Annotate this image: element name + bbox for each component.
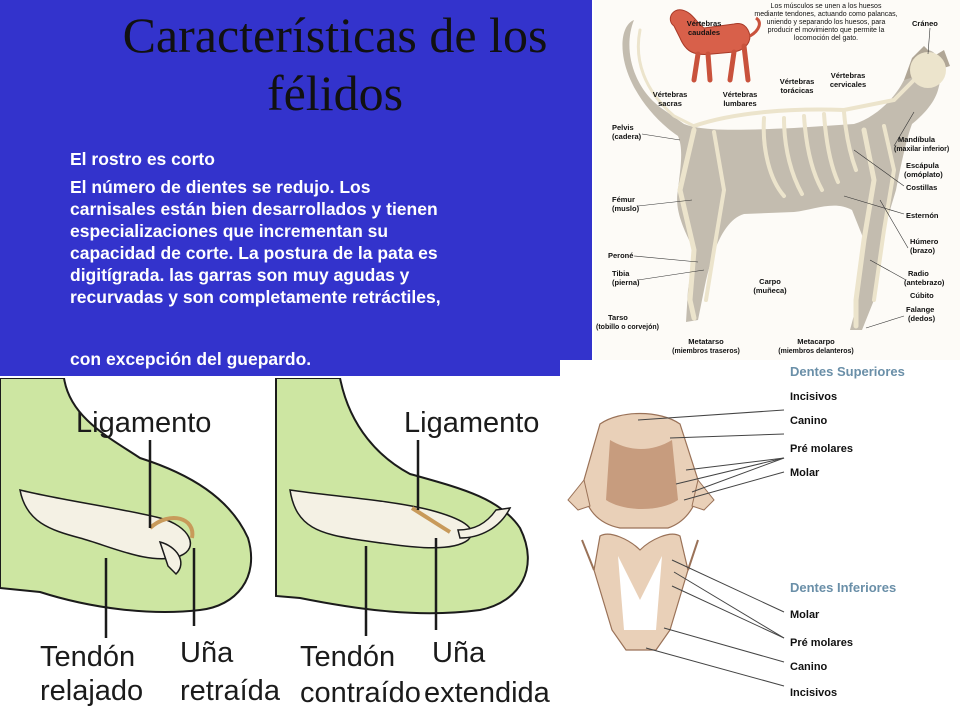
label-radio: Radio xyxy=(908,269,929,278)
label-pelvis: Pelvis xyxy=(612,123,634,132)
label-upper-molar: Molar xyxy=(790,467,820,479)
bullet-face-short: El rostro es corto xyxy=(70,149,215,169)
bullet-line: El número de dientes se redujo. Los xyxy=(70,177,371,197)
heading-lower-teeth: Dentes Inferiores xyxy=(790,580,897,595)
label-radio: (antebrazo) xyxy=(904,278,945,287)
label-tarso: Tarso xyxy=(608,313,628,322)
label-una-retraida: Uña xyxy=(180,637,234,669)
slide-title xyxy=(40,6,630,122)
note-line: uniendo y separando los huesos, para xyxy=(766,19,886,26)
cat-skeleton-illustration xyxy=(594,0,960,360)
bullet-line: capacidad de corte. La postura de la pata es xyxy=(70,243,438,263)
upper-skull xyxy=(568,414,714,529)
label-metacarpo: (miembros delanteros) xyxy=(778,348,854,355)
label-tarso: (tobillo o corvejón) xyxy=(596,324,659,331)
skeleton-note xyxy=(754,3,897,42)
label-metatarso: (miembros traseros) xyxy=(672,348,740,355)
label-lower-premolares: Pré molares xyxy=(790,637,853,649)
label-vertebras-lumbares: lumbares xyxy=(723,99,757,108)
label-vertebras-cervicales: cervicales xyxy=(829,80,867,89)
label-pelvis: (cadera) xyxy=(612,132,642,141)
skull-illustration xyxy=(560,360,960,720)
bullet-teeth-claws xyxy=(70,176,590,308)
skull-teeth-figure xyxy=(560,360,960,720)
label-upper-incisivos: Incisivos xyxy=(790,391,838,403)
note-line: locomoción del gato. xyxy=(793,35,859,42)
bullet-line: especializaciones que incrementan su xyxy=(70,221,389,241)
title-line-1: Características de los xyxy=(122,7,548,63)
bullet-line: recurvadas y son completamente retráctiles, xyxy=(70,287,441,307)
label-lower-molar: Molar xyxy=(790,609,820,621)
label-lower-incisivos: Incisivos xyxy=(790,687,838,699)
label-tibia: (pierna) xyxy=(612,278,640,287)
label-perone: Peroné xyxy=(608,251,634,260)
label-ligamento-left: Ligamento xyxy=(76,407,212,439)
label-vertebras-caudales: Vértebras xyxy=(686,19,722,28)
claw-illustration xyxy=(0,378,560,720)
label-craneo: Cráneo xyxy=(912,19,938,28)
label-humero: Húmero xyxy=(910,237,939,246)
label-lower-canino: Canino xyxy=(790,661,828,673)
label-carpo: Carpo xyxy=(759,277,781,286)
cat-body xyxy=(622,20,950,330)
label-humero: (brazo) xyxy=(910,246,935,255)
label-femur: (muslo) xyxy=(612,204,640,213)
bullet-line: carnisales están bien desarrollados y tienen xyxy=(70,199,438,219)
label-escapula: Escápula xyxy=(906,161,939,170)
label-vertebras-lumbares: Vértebras xyxy=(722,90,758,99)
label-mandibula: (maxilar inferior) xyxy=(894,146,950,153)
label-mandibula: Mandíbula xyxy=(898,135,936,144)
label-vertebras-toracicas: Vértebras xyxy=(779,77,815,86)
skull-labels xyxy=(790,364,905,699)
bullet-cheetah-exception: con excepción del guepardo. xyxy=(70,349,312,369)
label-tibia: Tibia xyxy=(612,269,630,278)
label-vertebras-cervicales: Vértebras xyxy=(830,71,866,80)
label-tendon-contraido: Tendón xyxy=(300,641,396,673)
note-line: producir el movimiento que permite la xyxy=(767,27,885,34)
label-tendon-relajado: relajado xyxy=(40,675,144,707)
label-escapula: (omóplato) xyxy=(904,170,943,179)
label-upper-premolares: Pré molares xyxy=(790,443,853,455)
label-una-extendida: Uña xyxy=(432,637,486,669)
note-line: mediante tendones, actuando como palancas, xyxy=(754,11,898,18)
label-vertebras-sacras: Vértebras xyxy=(652,90,688,99)
label-costillas: Costillas xyxy=(906,183,938,192)
label-tendon-relajado: Tendón xyxy=(40,641,136,673)
label-falange: (dedos) xyxy=(908,314,936,323)
claw-mechanism-figure xyxy=(0,378,560,720)
title-line-2: félidos xyxy=(266,65,404,121)
label-vertebras-sacras: sacras xyxy=(658,99,682,108)
label-tendon-contraido: contraído xyxy=(300,677,421,709)
label-cubito: Cúbito xyxy=(910,291,934,300)
label-metacarpo: Metacarpo xyxy=(797,337,835,346)
bullet-line: digitígrada. las garras son muy agudas y xyxy=(70,265,410,285)
note-line: Los músculos se unen a los huesos xyxy=(770,3,882,10)
cat-skeleton-figure xyxy=(594,0,960,360)
label-vertebras-caudales: caudales xyxy=(687,28,721,37)
label-metatarso: Metatarso xyxy=(688,337,724,346)
label-ligamento-right: Ligamento xyxy=(404,407,540,439)
label-upper-canino: Canino xyxy=(790,415,828,427)
label-una-retraida: retraída xyxy=(180,675,280,707)
label-femur: Fémur xyxy=(612,195,635,204)
heading-upper-teeth: Dentes Superiores xyxy=(790,364,905,379)
label-falange: Falange xyxy=(906,305,935,314)
label-carpo: (muñeca) xyxy=(753,286,787,295)
label-vertebras-toracicas: torácicas xyxy=(780,86,814,95)
label-una-extendida: extendida xyxy=(424,677,550,709)
label-esternon: Esternón xyxy=(906,211,939,220)
